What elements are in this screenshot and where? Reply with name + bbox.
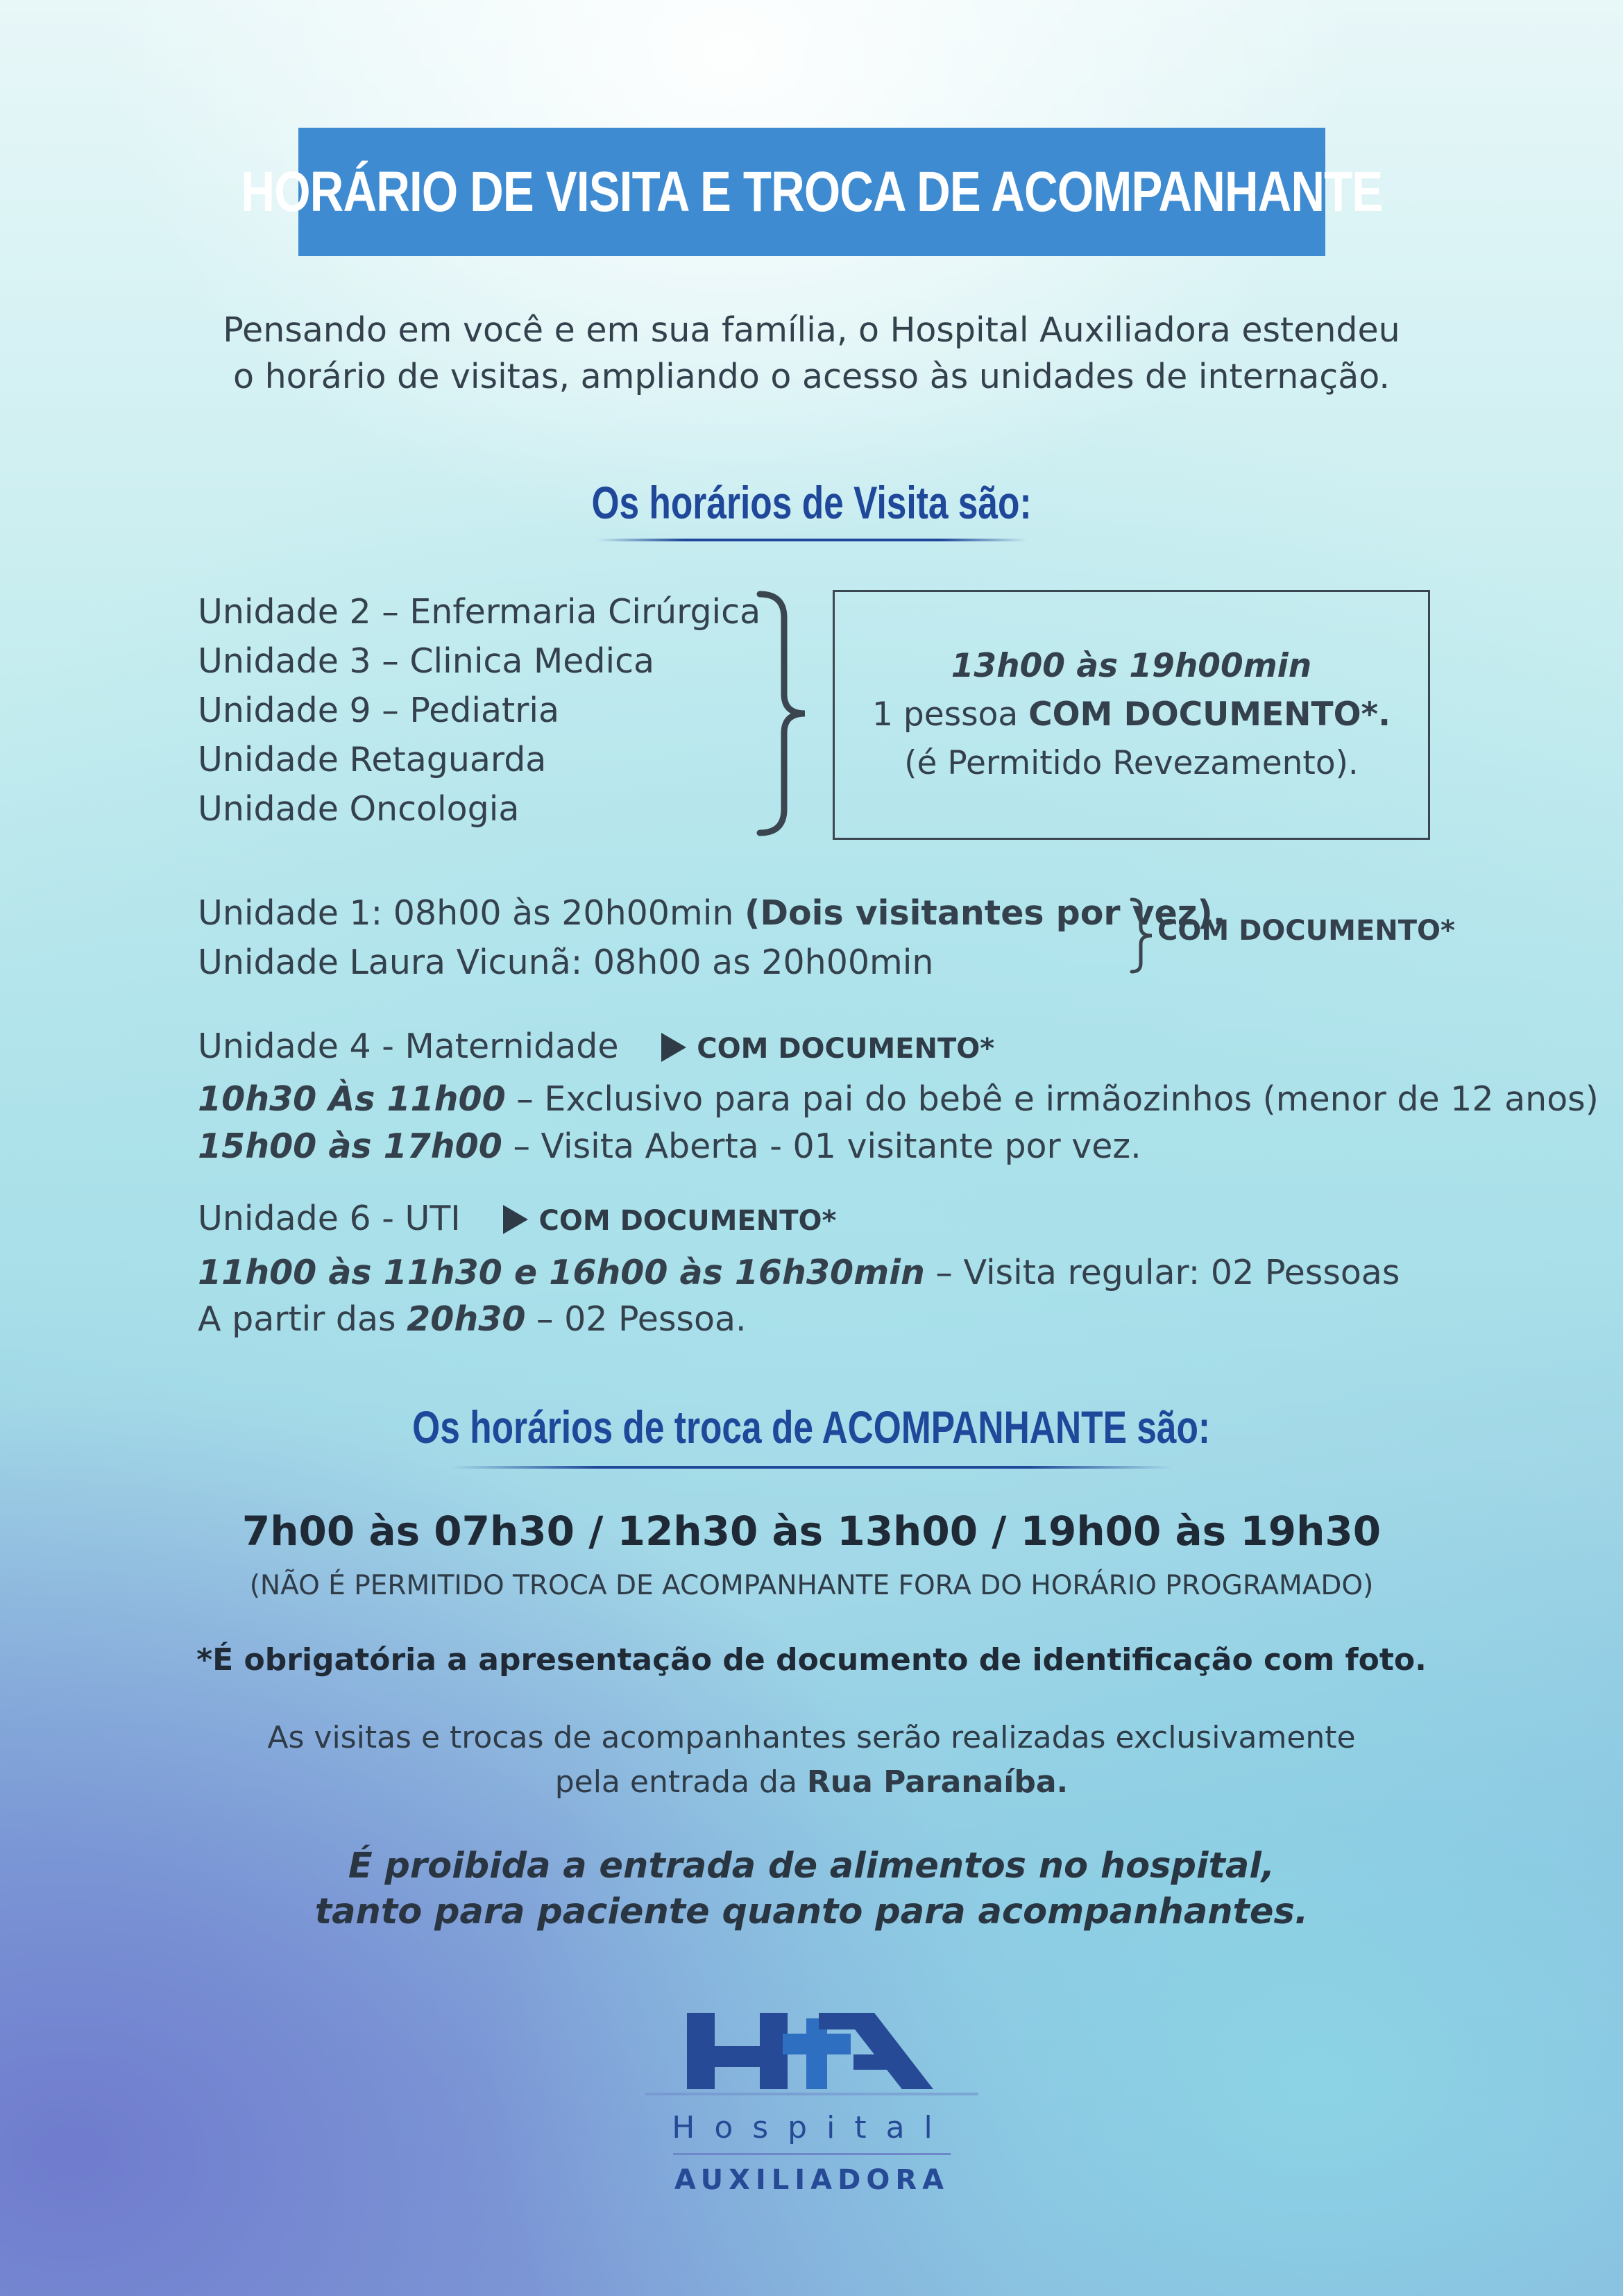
icu-schedule xyxy=(198,1249,1400,1342)
group1-rotation-note: (é Permitido Revezamento). xyxy=(904,744,1359,782)
play-arrow-icon xyxy=(661,1033,686,1062)
entrance-line-2: pela entrada da Rua Paranaíba. xyxy=(554,1764,1069,1800)
food-line-1: É proibida a entrada de alimentos no hospital, xyxy=(348,1846,1275,1886)
maternity-title-row xyxy=(198,1022,994,1074)
logo-divider xyxy=(673,2153,951,2155)
group1-unit-list xyxy=(198,587,760,834)
companion-heading: Os horários de troca de ACOMPANHANTE são: xyxy=(412,1401,1211,1453)
group1-time: 13h00 às 19h00min xyxy=(951,647,1312,685)
play-arrow-icon xyxy=(503,1205,528,1234)
document-required-note: *É obrigatória a apresentação de documento de identificação com foto. xyxy=(196,1642,1427,1678)
maternity-row-2: 15h00 às 17h00 – Visita Aberta - 01 visitante por vez. xyxy=(198,1126,1141,1166)
entrance-line-1: As visitas e trocas de acompanhantes serão realizadas exclusivamente xyxy=(267,1720,1356,1755)
visits-heading: Os horários de Visita são: xyxy=(591,477,1032,528)
logo-line-hospital: Hospital xyxy=(672,2110,952,2145)
title-banner xyxy=(241,128,1383,256)
icu-title-row xyxy=(198,1194,836,1246)
companion-note: (NÃO É PERMITIDO TROCA DE ACOMPANHANTE FORA DO HORÁRIO PROGRAMADO) xyxy=(249,1570,1374,1601)
group1-brace xyxy=(756,590,812,837)
icu-title: Unidade 6 - UTI xyxy=(198,1199,461,1238)
companion-times: 7h00 às 07h30 / 12h30 às 13h00 / 19h00 às 19h30 xyxy=(241,1508,1382,1555)
intro-line-1: Pensando em você e em sua família, o Hospital Auxiliadora estendeu xyxy=(223,310,1400,350)
icu-row-1: 11h00 às 11h30 e 16h00 às 16h30min – Visita regular: 02 Pessoas xyxy=(198,1253,1400,1292)
group2-document-label: COM DOCUMENTO* xyxy=(1157,915,1455,947)
food-prohibition-note xyxy=(0,1843,1623,1935)
unit-1-line: Unidade 1: 08h00 às 20h00min (Dois visitantes por vez). xyxy=(198,893,1226,933)
hospital-logo xyxy=(645,2006,978,2207)
icu-document-tag: COM DOCUMENTO* xyxy=(538,1205,837,1237)
unit-item: Unidade 9 – Pediatria xyxy=(198,691,560,730)
maternity-schedule xyxy=(198,1076,1599,1170)
group2-lines xyxy=(198,888,1225,987)
maternity-document-tag: COM DOCUMENTO* xyxy=(697,1033,995,1065)
unit-laura-vicuna-line: Unidade Laura Vicunã: 08h00 as 20h00min xyxy=(198,943,934,982)
food-line-2: tanto para paciente quanto para acompanhantes. xyxy=(314,1891,1309,1932)
logo-line-auxiliadora: AUXILIADORA xyxy=(674,2164,950,2196)
unit-item: Unidade Retaguarda xyxy=(198,740,547,779)
intro-paragraph xyxy=(0,307,1623,400)
visits-heading-underline xyxy=(597,539,1027,541)
entrance-note xyxy=(0,1716,1623,1805)
icu-row-2: A partir das 20h30 – 02 Pessoa. xyxy=(198,1299,747,1339)
unit-item: Unidade 3 – Clinica Medica xyxy=(198,641,655,681)
page-title: HORÁRIO DE VISITA E TROCA DE ACOMPANHANTE xyxy=(241,160,1383,223)
unit-item: Unidade 2 – Enfermaria Cirúrgica xyxy=(198,592,761,632)
maternity-title: Unidade 4 - Maternidade xyxy=(198,1027,619,1066)
group2-brace xyxy=(1130,897,1156,974)
group1-schedule-box xyxy=(833,590,1430,840)
companion-heading-underline xyxy=(451,1466,1173,1469)
intro-line-2: o horário de visitas, ampliando o acesso às unidades de internação. xyxy=(233,357,1390,396)
unit-item: Unidade Oncologia xyxy=(198,789,520,829)
maternity-row-1: 10h30 Às 11h00 – Exclusivo para pai do bebê e irmãozinhos (menor de 12 anos) xyxy=(198,1079,1599,1119)
group1-people-line: 1 pessoa COM DOCUMENTO*. xyxy=(872,695,1391,734)
